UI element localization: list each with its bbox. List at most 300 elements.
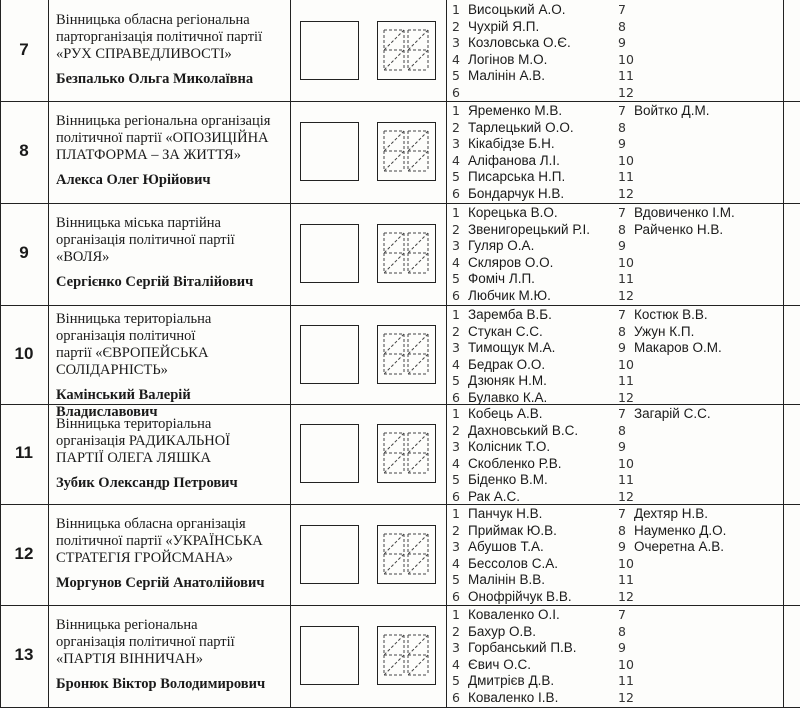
- candidate-index: 10: [618, 455, 634, 471]
- right-border: [783, 203, 784, 305]
- candidate-entry: [452, 287, 612, 304]
- org-divider: [290, 101, 291, 203]
- party-name-line: організація політичної: [56, 328, 196, 344]
- candidate-entry: [618, 356, 778, 373]
- candidate-name: Булавко К.А.: [468, 390, 548, 405]
- party-name-line: «ВОЛЯ»: [56, 249, 110, 265]
- candidate-name: Бондарчук Н.В.: [468, 186, 565, 201]
- candidate-index: 8: [618, 323, 626, 339]
- candidate-index: 6: [452, 489, 460, 504]
- ballot-row: [0, 101, 800, 204]
- candidate-index: 7: [618, 205, 626, 220]
- candidate-entry: [452, 135, 612, 152]
- party-name-line: Вінницька територіальна: [56, 416, 212, 432]
- candidate-name: Коваленко О.І.: [468, 607, 560, 622]
- candidate-index: 8: [618, 119, 626, 135]
- candidate-entry: [618, 221, 778, 238]
- candidate-index: 6: [452, 390, 460, 405]
- candidate-index: 7: [618, 2, 626, 17]
- party-name-line: Вінницька регіональна організація: [56, 113, 271, 129]
- candidate-entry: [452, 538, 612, 555]
- party-name-line: організація політичної партії: [56, 634, 235, 650]
- party-name-line: «РУХ СПРАВЕДЛИВОСТІ»: [56, 46, 232, 62]
- candidate-entry: [618, 505, 778, 522]
- candidate-index: 2: [452, 623, 460, 639]
- org-divider: [290, 404, 291, 504]
- party-name-line: СОЛІДАРНІСТЬ»: [56, 362, 168, 378]
- candidate-entry: [618, 287, 778, 304]
- candidate-index: 1: [452, 2, 460, 17]
- boxes-divider: [446, 203, 447, 305]
- candidate-number-input[interactable]: [377, 21, 436, 80]
- candidate-name: Абушов Т.А.: [468, 539, 544, 555]
- candidate-index: 3: [452, 340, 460, 356]
- candidate-index: 2: [452, 221, 460, 237]
- candidate-index: 2: [452, 119, 460, 135]
- candidate-entry: [452, 522, 612, 539]
- party-number: 12: [14, 543, 34, 563]
- candidate-entry: [618, 254, 778, 271]
- candidate-name: Дехтяр Н.В.: [634, 506, 708, 521]
- candidate-entry: [618, 606, 778, 623]
- list-leader-name: Безпалько Ольга Миколаївна: [56, 71, 254, 87]
- candidate-entry: [452, 505, 612, 522]
- candidate-entry: [452, 623, 612, 640]
- party-number: 10: [14, 343, 34, 363]
- candidate-index: 2: [452, 18, 460, 34]
- candidate-name: Чухрій Я.П.: [468, 18, 540, 34]
- candidate-name: Очеретна А.В.: [634, 539, 725, 555]
- candidate-entry: [452, 323, 612, 340]
- number-divider: [48, 504, 49, 605]
- candidate-entry: [618, 405, 778, 422]
- candidate-name: Стукан С.С.: [468, 323, 543, 339]
- right-border: [783, 605, 784, 707]
- list-leader-name: Алекса Олег Юрійович: [56, 172, 211, 188]
- candidate-number-input[interactable]: [377, 224, 436, 283]
- candidate-name: Заремба В.Б.: [468, 307, 552, 322]
- candidate-index: 12: [618, 589, 634, 604]
- candidate-entry: [452, 102, 612, 119]
- candidate-index: 9: [618, 640, 626, 656]
- candidate-entry: [618, 306, 778, 323]
- candidate-number-input[interactable]: [377, 626, 436, 685]
- candidate-name: Горбанський П.В.: [468, 640, 577, 656]
- candidate-index: 12: [618, 288, 634, 303]
- candidate-index: 1: [452, 406, 460, 421]
- candidate-index: 6: [452, 85, 460, 100]
- candidate-index: 9: [618, 136, 626, 152]
- party-vote-checkbox[interactable]: [300, 626, 359, 685]
- candidate-entry: [618, 204, 778, 221]
- candidate-name: Вдовиченко І.М.: [634, 205, 735, 220]
- candidate-entry: [452, 84, 612, 101]
- candidate-name: Дмитрієв Д.В.: [468, 673, 555, 689]
- candidate-index: 3: [452, 640, 460, 656]
- boxes-divider: [446, 101, 447, 203]
- candidate-entry: [452, 204, 612, 221]
- candidate-name: Панчук Н.В.: [468, 506, 543, 521]
- candidate-index: 5: [452, 572, 460, 588]
- candidate-entry: [452, 237, 612, 254]
- boxes-divider: [446, 605, 447, 707]
- candidate-index: 3: [452, 439, 460, 455]
- candidate-index: 2: [452, 422, 460, 438]
- candidate-index: 4: [452, 356, 460, 372]
- candidate-index: 3: [452, 539, 460, 555]
- ballot-row: [0, 0, 800, 102]
- candidate-entry: [452, 555, 612, 572]
- candidate-entry: [452, 689, 612, 706]
- candidate-entry: [618, 168, 778, 185]
- right-border: [783, 504, 784, 605]
- ballot-row: [0, 504, 800, 606]
- ballot-row: [0, 404, 800, 505]
- candidate-index: 9: [618, 238, 626, 254]
- candidate-name: Козловська О.Є.: [468, 35, 571, 51]
- candidate-index: 4: [452, 555, 460, 571]
- candidate-entry: [452, 672, 612, 689]
- candidate-index: 7: [618, 103, 626, 118]
- candidate-index: 12: [618, 186, 634, 201]
- candidate-name: Кікабідзе Б.Н.: [468, 136, 555, 152]
- candidate-name: Тарлецький О.О.: [468, 119, 574, 135]
- list-leader-name: Моргунов Сергій Анатолійович: [56, 575, 265, 591]
- party-name-line: парторганізація політичної партії: [56, 29, 263, 45]
- org-divider: [290, 605, 291, 707]
- party-name-line: «ПАРТІЯ ВІННИЧАН»: [56, 651, 203, 667]
- candidate-name: Біденко В.М.: [468, 472, 548, 488]
- candidate-index: 5: [452, 673, 460, 689]
- party-name-line: Вінницька обласна організація: [56, 516, 246, 532]
- candidate-index: 7: [618, 307, 626, 322]
- candidate-entry: [452, 438, 612, 455]
- candidate-entry: [452, 588, 612, 605]
- candidate-entry: [452, 606, 612, 623]
- number-divider: [48, 305, 49, 404]
- party-vote-checkbox[interactable]: [300, 525, 359, 584]
- candidate-name: Любчик М.Ю.: [468, 288, 551, 303]
- candidate-index: 4: [452, 656, 460, 672]
- candidate-index: 1: [452, 205, 460, 220]
- candidate-index: 9: [618, 539, 626, 555]
- boxes-divider: [446, 404, 447, 504]
- candidate-name: Бахур О.В.: [468, 623, 536, 639]
- candidate-index: 8: [618, 221, 626, 237]
- candidate-entry: [452, 18, 612, 35]
- candidate-entry: [452, 119, 612, 136]
- party-name-line: організація політичної партії: [56, 232, 235, 248]
- candidate-index: 7: [618, 607, 626, 622]
- candidate-index: 7: [618, 506, 626, 521]
- candidate-name: Гуляр О.А.: [468, 238, 535, 254]
- candidate-name: Бессолов С.А.: [468, 555, 558, 571]
- candidate-entry: [452, 185, 612, 202]
- candidate-entry: [618, 438, 778, 455]
- candidate-entry: [452, 168, 612, 185]
- candidate-entry: [618, 185, 778, 202]
- party-name-line: організація РАДИКАЛЬНОЇ: [56, 433, 231, 449]
- candidate-entry: [618, 571, 778, 588]
- boxes-divider: [446, 0, 447, 101]
- party-name-line: партії «ЄВРОПЕЙСЬКА: [56, 345, 209, 361]
- candidate-name: Корецька В.О.: [468, 205, 558, 220]
- candidate-index: 11: [618, 472, 634, 488]
- candidate-index: 6: [452, 186, 460, 201]
- candidate-index: 1: [452, 607, 460, 622]
- candidate-name: Малінін А.В.: [468, 68, 545, 84]
- party-name-line: політичної партії «УКРАЇНСЬКА: [56, 533, 263, 549]
- candidate-index: 6: [452, 589, 460, 604]
- candidate-entry: [618, 270, 778, 287]
- candidate-entry: [452, 67, 612, 84]
- candidate-index: 5: [452, 68, 460, 84]
- candidate-entry: [452, 254, 612, 271]
- list-leader-name: Камінський Валерій Владиславович: [56, 387, 191, 420]
- candidate-index: 11: [618, 673, 634, 689]
- candidate-entry: [618, 323, 778, 340]
- candidate-index: 2: [452, 522, 460, 538]
- candidate-index: 6: [452, 288, 460, 303]
- candidate-number-input[interactable]: [377, 525, 436, 584]
- candidate-entry: [452, 306, 612, 323]
- candidate-index: 5: [452, 169, 460, 185]
- org-divider: [290, 203, 291, 305]
- candidate-index: 1: [452, 506, 460, 521]
- candidate-name: Рак А.С.: [468, 489, 520, 504]
- candidate-index: 4: [452, 51, 460, 67]
- candidate-name: Тимощук М.А.: [468, 340, 556, 356]
- candidate-name: Писарська Н.П.: [468, 169, 566, 185]
- candidate-index: 6: [452, 690, 460, 705]
- candidate-name: Райченко Н.В.: [634, 221, 724, 237]
- candidate-entry: [618, 237, 778, 254]
- candidate-index: 8: [618, 422, 626, 438]
- list-leader-name: Зубик Олександр Петрович: [56, 475, 238, 491]
- candidate-entry: [452, 471, 612, 488]
- candidate-entry: [452, 339, 612, 356]
- candidate-index: 11: [618, 373, 634, 389]
- candidate-entry: [618, 102, 778, 119]
- candidate-entry: [452, 1, 612, 18]
- candidate-index: 12: [618, 390, 634, 405]
- candidate-entry: [618, 488, 778, 505]
- candidate-number-input[interactable]: [377, 325, 436, 384]
- candidate-entry: [452, 152, 612, 169]
- party-name-line: Вінницька обласна регіональна: [56, 12, 250, 28]
- candidate-entry: [452, 270, 612, 287]
- candidate-name: Онофрійчук В.В.: [468, 589, 572, 604]
- candidate-name: Костюк В.В.: [634, 307, 708, 322]
- candidate-entry: [618, 135, 778, 152]
- list-leader-name: Бронюк Віктор Володимирович: [56, 676, 266, 692]
- candidate-index: 7: [618, 406, 626, 421]
- right-border: [783, 101, 784, 203]
- candidate-entry: [452, 656, 612, 673]
- candidate-index: 3: [452, 136, 460, 152]
- candidate-entry: [452, 372, 612, 389]
- candidate-entry: [452, 356, 612, 373]
- candidate-name: Євич О.С.: [468, 656, 531, 672]
- right-border: [783, 0, 784, 101]
- ballot-row: [0, 605, 800, 708]
- candidate-index: 4: [452, 455, 460, 471]
- ballot-row: [0, 203, 800, 306]
- number-divider: [48, 101, 49, 203]
- candidate-name: Бедрак О.О.: [468, 356, 546, 372]
- candidate-index: 12: [618, 489, 634, 504]
- candidate-index: 10: [618, 555, 634, 571]
- candidate-entry: [618, 372, 778, 389]
- candidate-entry: [452, 639, 612, 656]
- candidate-entry: [452, 221, 612, 238]
- candidate-entry: [618, 522, 778, 539]
- candidate-name: Науменко Д.О.: [634, 522, 727, 538]
- candidate-entry: [452, 34, 612, 51]
- party-number: 9: [19, 243, 29, 262]
- candidate-index: 10: [618, 356, 634, 372]
- candidate-number-input[interactable]: [377, 424, 436, 483]
- party-vote-checkbox[interactable]: [300, 122, 359, 181]
- candidate-name: Яременко М.В.: [468, 103, 563, 118]
- list-leader-name: Сергієнко Сергій Віталійович: [56, 274, 254, 290]
- boxes-divider: [446, 305, 447, 404]
- candidate-entry: [618, 672, 778, 689]
- party-vote-checkbox[interactable]: [300, 21, 359, 80]
- candidate-name: Аліфанова Л.І.: [468, 152, 560, 168]
- candidate-name: Звенигорецький Р.І.: [468, 221, 591, 237]
- candidate-entry: [618, 1, 778, 18]
- candidate-entry: [618, 623, 778, 640]
- candidate-index: 10: [618, 656, 634, 672]
- candidate-name: Скляров О.О.: [468, 254, 554, 270]
- candidate-index: 12: [618, 690, 634, 705]
- candidate-index: 2: [452, 323, 460, 339]
- candidate-name: Логінов М.О.: [468, 51, 548, 67]
- candidate-entry: [618, 422, 778, 439]
- candidate-index: 3: [452, 35, 460, 51]
- candidate-name: Коваленко І.В.: [468, 690, 559, 705]
- candidate-index: 5: [452, 472, 460, 488]
- party-vote-checkbox[interactable]: [300, 325, 359, 384]
- candidate-name: Загарій С.С.: [634, 406, 711, 421]
- candidate-entry: [618, 656, 778, 673]
- candidate-entry: [618, 555, 778, 572]
- candidate-name: Кобець А.В.: [468, 406, 543, 421]
- candidate-name: Ужун К.П.: [634, 323, 695, 339]
- candidate-name: Висоцький А.О.: [468, 2, 566, 17]
- candidate-entry: [618, 152, 778, 169]
- party-name-line: Вінницька територіальна: [56, 311, 212, 327]
- candidate-index: 9: [618, 340, 626, 356]
- org-divider: [290, 305, 291, 404]
- org-divider: [290, 0, 291, 101]
- candidate-entry: [618, 689, 778, 706]
- number-divider: [48, 0, 49, 101]
- candidate-index: 11: [618, 68, 634, 84]
- candidate-name: Макаров О.М.: [634, 340, 722, 356]
- candidate-entry: [618, 538, 778, 555]
- party-name-line: політичної партії «ОПОЗИЦІЙНА: [56, 130, 269, 146]
- candidate-index: 9: [618, 35, 626, 51]
- candidate-index: 12: [618, 85, 634, 100]
- candidate-name: Приймак Ю.В.: [468, 522, 557, 538]
- party-number: 11: [15, 443, 33, 462]
- party-name-line: СТРАТЕГІЯ ГРОЙСМАНА»: [56, 550, 233, 566]
- candidate-entry: [618, 339, 778, 356]
- candidate-entry: [618, 18, 778, 35]
- party-number: 8: [19, 141, 29, 160]
- party-name-line: ПАРТІЇ ОЛЕГА ЛЯШКА: [56, 450, 211, 466]
- party-name-line: ПЛАТФОРМА – ЗА ЖИТТЯ»: [56, 147, 241, 163]
- candidate-index: 3: [452, 238, 460, 254]
- candidate-name: Малінін В.В.: [468, 572, 545, 588]
- candidate-name: Колісник Т.О.: [468, 439, 551, 455]
- candidate-index: 8: [618, 18, 626, 34]
- party-vote-checkbox[interactable]: [300, 424, 359, 483]
- candidate-entry: [618, 67, 778, 84]
- candidate-name: Войтко Д.М.: [634, 103, 710, 118]
- number-divider: [48, 203, 49, 305]
- candidate-index: 10: [618, 152, 634, 168]
- candidate-entry: [452, 422, 612, 439]
- candidate-index: 11: [618, 572, 634, 588]
- candidate-entry: [452, 455, 612, 472]
- candidate-index: 1: [452, 103, 460, 118]
- party-vote-checkbox[interactable]: [300, 224, 359, 283]
- org-divider: [290, 504, 291, 605]
- candidate-index: 8: [618, 623, 626, 639]
- candidate-index: 8: [618, 522, 626, 538]
- candidate-entry: [618, 455, 778, 472]
- number-divider: [48, 404, 49, 504]
- right-border: [783, 404, 784, 504]
- candidate-entry: [452, 51, 612, 68]
- candidate-entry: [452, 488, 612, 505]
- candidate-entry: [618, 84, 778, 101]
- candidate-index: 9: [618, 439, 626, 455]
- number-divider: [48, 605, 49, 707]
- candidate-index: 1: [452, 307, 460, 322]
- party-number: 7: [19, 39, 29, 59]
- candidate-entry: [452, 571, 612, 588]
- candidate-entry: [618, 119, 778, 136]
- candidate-index: 10: [618, 254, 634, 270]
- right-border: [783, 305, 784, 404]
- party-name-line: Вінницька міська партійна: [56, 215, 221, 231]
- candidate-name: Дзюняк Н.М.: [468, 373, 547, 389]
- party-number: 13: [14, 645, 34, 664]
- candidate-index: 11: [618, 271, 634, 287]
- candidate-name: Скобленко Р.В.: [468, 455, 562, 471]
- candidate-entry: [618, 34, 778, 51]
- candidate-number-input[interactable]: [377, 122, 436, 181]
- candidate-entry: [618, 588, 778, 605]
- candidate-name: Дахновський В.С.: [468, 422, 579, 438]
- candidate-entry: [618, 51, 778, 68]
- candidate-entry: [618, 639, 778, 656]
- party-name-line: Вінницька регіональна: [56, 617, 198, 633]
- candidate-index: 4: [452, 152, 460, 168]
- candidate-entry: [618, 471, 778, 488]
- candidate-index: 11: [618, 169, 634, 185]
- candidate-entry: [452, 405, 612, 422]
- candidate-index: 4: [452, 254, 460, 270]
- boxes-divider: [446, 504, 447, 605]
- candidate-name: Фоміч Л.П.: [468, 271, 535, 287]
- candidate-index: 5: [452, 271, 460, 287]
- candidate-index: 10: [618, 51, 634, 67]
